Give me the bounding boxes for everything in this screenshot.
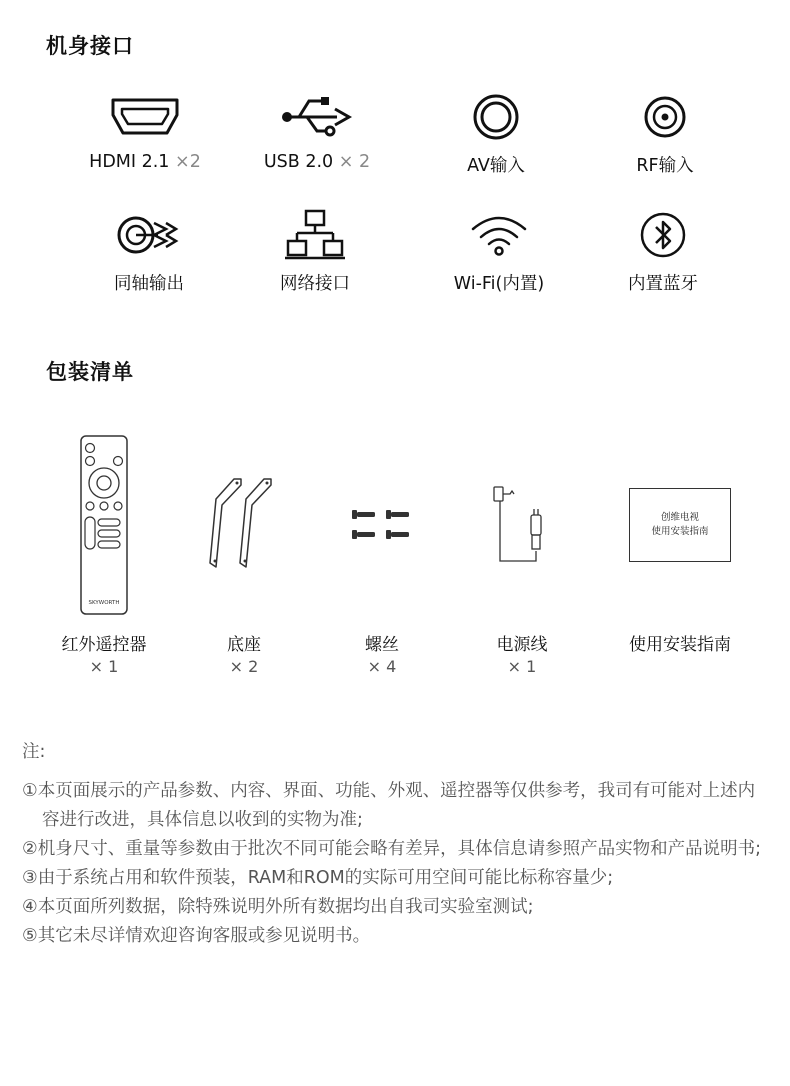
- port-label: 同轴输出: [114, 274, 184, 294]
- bluetooth-icon: [578, 206, 748, 264]
- package-item-qty: × 1: [507, 657, 537, 676]
- screw-icon: [312, 430, 452, 620]
- port-bluetooth: [578, 206, 748, 295]
- package-item-qty: × 1: [89, 657, 119, 676]
- package-remote: [34, 430, 174, 676]
- package-item-qty: × 2: [229, 657, 259, 676]
- notes: [22, 738, 772, 951]
- ports-section-title: 机身接口: [46, 34, 134, 58]
- hdmi-icon: [60, 88, 230, 146]
- package-power-cord: [452, 430, 592, 676]
- manual-cover-line: 创维电视: [660, 512, 699, 523]
- port-label: AV输入: [467, 156, 525, 176]
- remote-icon: [34, 430, 174, 620]
- remote-brand: SKYWORTH: [88, 600, 120, 606]
- port-label: USB 2.0: [263, 152, 334, 172]
- package-screws: [312, 430, 452, 676]
- notes-heading: 注:: [22, 742, 46, 762]
- package-stand: [174, 430, 314, 676]
- port-label: HDMI 2.1: [89, 152, 170, 172]
- port-av: [411, 88, 581, 177]
- package-item-label: 电源线: [496, 635, 548, 655]
- port-hdmi: [60, 88, 230, 172]
- package-item-label: 底座: [227, 635, 261, 655]
- network-icon: [230, 206, 400, 264]
- port-label: 网络接口: [280, 274, 350, 294]
- port-multiplier: × 2: [338, 152, 371, 172]
- port-coaxial: [64, 206, 234, 295]
- package-manual: [600, 430, 760, 655]
- port-rf: [580, 88, 750, 177]
- port-wifi: [414, 206, 584, 295]
- package-section-title: 包装清单: [46, 360, 134, 384]
- note-item: ①本页面展示的产品参数、内容、界面、功能、外观、遥控器等仅供参考，我司有可能对上述内容进行改进，具体信息以收到的实物为准;: [22, 781, 756, 830]
- av-icon: [411, 88, 581, 146]
- port-network: [230, 206, 400, 295]
- package-item-label: 使用安装指南: [629, 635, 731, 655]
- manual-cover-line: 使用安装指南: [651, 526, 709, 537]
- port-multiplier: ×2: [175, 152, 201, 172]
- power-cord-icon: [452, 430, 592, 620]
- port-label: Wi-Fi(内置): [453, 274, 545, 294]
- package-item-qty: × 4: [367, 657, 397, 676]
- rf-icon: [580, 88, 750, 146]
- stand-icon: [174, 430, 314, 620]
- usb-icon: [232, 88, 402, 146]
- note-item: ③由于系统占用和软件预装，RAM和ROM的实际可用空间可能比标称容量少;: [22, 868, 614, 888]
- manual-icon: [600, 430, 760, 620]
- package-item-label: 红外遥控器: [61, 635, 147, 655]
- coaxial-icon: [64, 206, 234, 264]
- wifi-icon: [414, 206, 584, 264]
- port-label: 内置蓝牙: [628, 274, 698, 294]
- note-item: ④本页面所列数据，除特殊说明外所有数据均出自我司实验室测试;: [22, 897, 534, 917]
- port-label: RF输入: [636, 156, 694, 176]
- package-item-label: 螺丝: [365, 635, 399, 655]
- port-usb: [232, 88, 402, 172]
- note-item: ②机身尺寸、重量等参数由于批次不同可能会略有差异，具体信息请参照产品实物和产品说明书;: [22, 839, 762, 859]
- note-item: ⑤其它未尽详情欢迎咨询客服或参见说明书。: [22, 926, 371, 946]
